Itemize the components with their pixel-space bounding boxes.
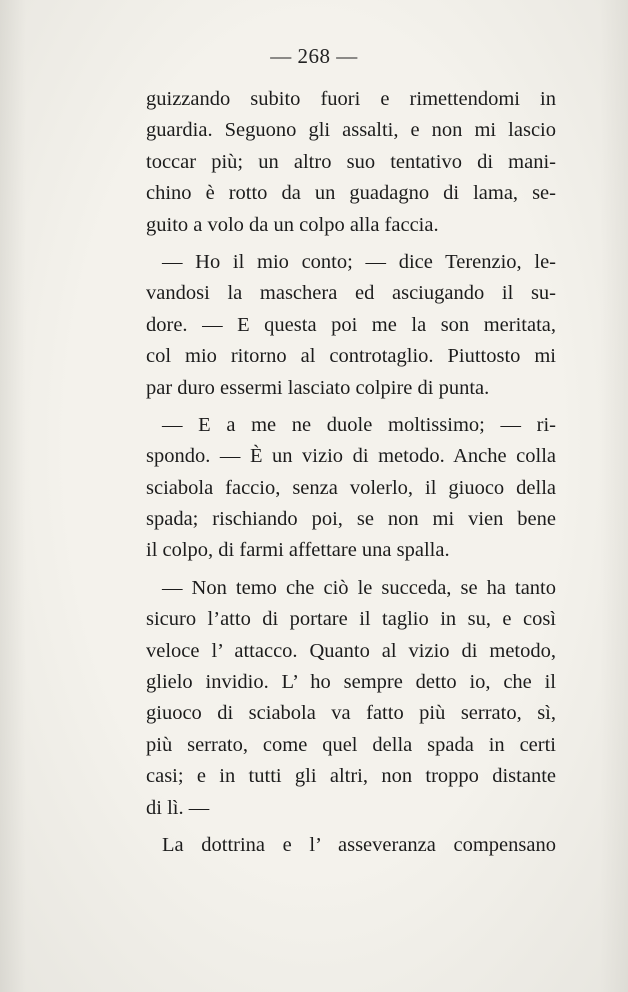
text-line: più serrato, come quel della spada in certi bbox=[146, 733, 556, 756]
page-number: — 268 — bbox=[270, 44, 358, 68]
text-line: col mio ritorno al controtaglio. Piuttosto mi bbox=[146, 345, 556, 368]
text-line: casi; e in tutti gli altri, non troppo distante bbox=[146, 765, 556, 788]
paragraph-4 bbox=[146, 573, 556, 824]
paragraph-3 bbox=[146, 410, 556, 567]
text-line: il colpo, di farmi affettare una spalla. bbox=[146, 539, 450, 562]
text-line: di lì. — bbox=[146, 796, 210, 819]
text-line: guizzando subito fuori e rimettendomi in bbox=[146, 88, 556, 110]
paragraph-1 bbox=[146, 84, 556, 241]
body-text bbox=[146, 84, 556, 861]
text-line: par duro essermi lasciato colpire di punta. bbox=[146, 376, 490, 399]
text-line: dore. — E questa poi me la son meritata, bbox=[146, 313, 556, 336]
paragraph-2 bbox=[146, 247, 556, 404]
paragraph-5 bbox=[146, 830, 556, 861]
text-line: La dottrina e l’ asseveranza compensano bbox=[162, 833, 556, 856]
text-line: — E a me ne duole moltissimo; — ri- bbox=[162, 413, 556, 436]
text-line: toccar più; un altro suo tentativo di mani- bbox=[146, 150, 556, 173]
text-line: spada; rischiando poi, se non mi vien bene bbox=[146, 508, 556, 531]
text-line: guardia. Seguono gli assalti, e non mi lascio bbox=[146, 119, 556, 142]
text-line: giuoco di sciabola va fatto più serrato, sì, bbox=[146, 702, 556, 725]
text-line: — Ho il mio conto; — dice Terenzio, le- bbox=[162, 250, 556, 273]
text-line: veloce l’ attacco. Quanto al vizio di metodo, bbox=[146, 639, 556, 662]
text-line: sciabola faccio, senza volerlo, il giuoco della bbox=[146, 476, 556, 499]
text-line: sicuro l’atto di portare il taglio in su, e così bbox=[146, 608, 556, 631]
text-line: — Non temo che ciò le succeda, se ha tanto bbox=[162, 576, 556, 599]
text-line: spondo. — È un vizio di metodo. Anche colla bbox=[146, 445, 556, 468]
text-line: vandosi la maschera ed asciugando il su- bbox=[146, 282, 556, 305]
text-line: glielo invidio. L’ ho sempre detto io, che il bbox=[146, 671, 556, 694]
text-line: chino è rotto da un guadagno di lama, se- bbox=[146, 182, 556, 205]
text-line: guito a volo da un colpo alla faccia. bbox=[146, 213, 439, 236]
